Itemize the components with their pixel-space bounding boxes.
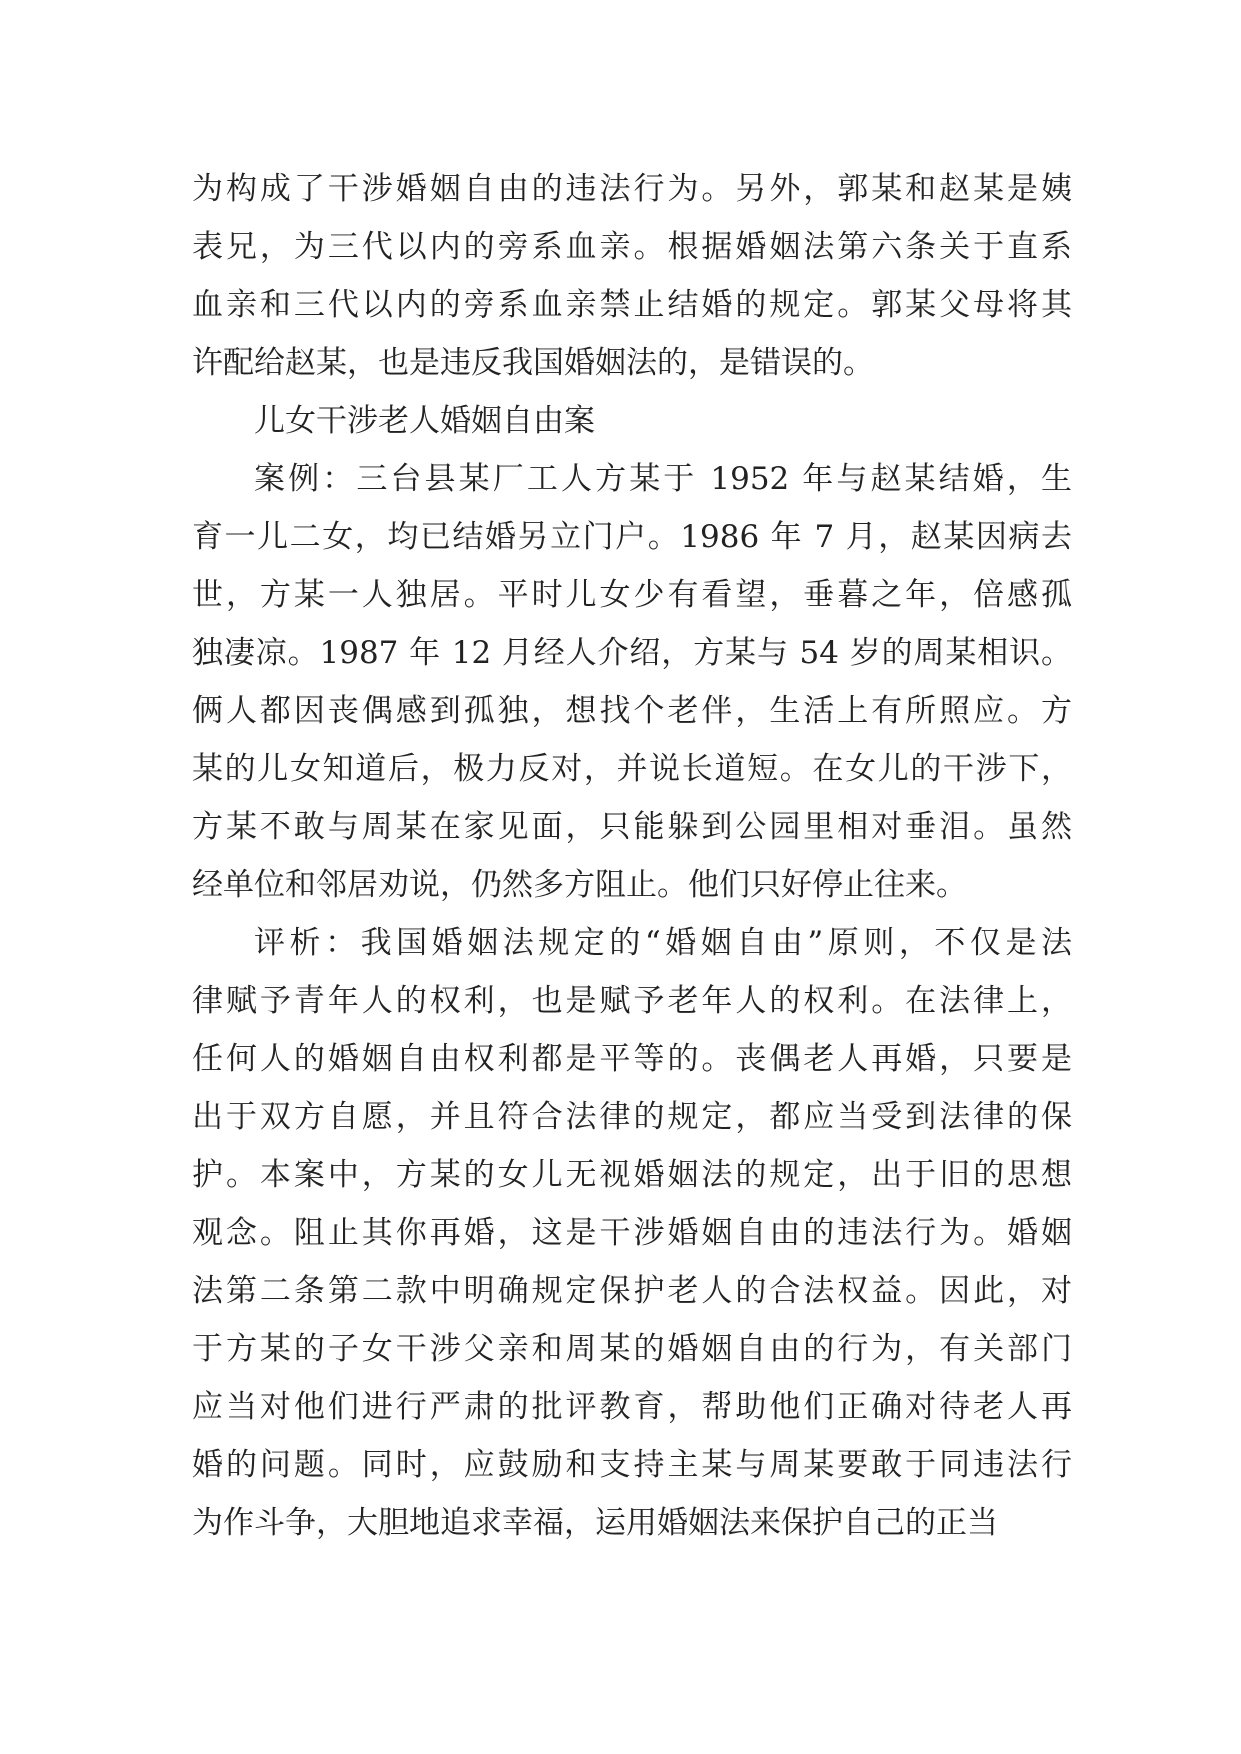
text-line: 独凄凉。1987 年 12 月经人介绍，方某与 54 岁的周某相识。 [192, 635, 1072, 671]
text-line: 任何人的婚姻自由权利都是平等的。丧偶老人再婚，只要是 [192, 1041, 1072, 1077]
text-line: 表兄，为三代以内的旁系血亲。根据婚姻法第六条关于直系 [192, 229, 1072, 265]
text-line: 婚的问题。同时，应鼓励和支持主某与周某要敢于同违法行 [192, 1447, 1072, 1483]
text-line: 经单位和邻居劝说，仍然多方阻止。他们只好停止往来。 [192, 867, 967, 903]
text-line: 俩人都因丧偶感到孤独，想找个老伴，生活上有所照应。方 [192, 693, 1072, 729]
text-line: 某的儿女知道后，极力反对，并说长道短。在女儿的干涉下， [192, 751, 1072, 787]
text-line: 法第二条第二款中明确规定保护老人的合法权益。因此，对 [192, 1273, 1072, 1309]
section-heading: 儿女干涉老人婚姻自由案 [254, 403, 595, 439]
text-line: 出于双方自愿，并且符合法律的规定，都应当受到法律的保 [192, 1099, 1072, 1135]
text-line: 许配给赵某，也是违反我国婚姻法的，是错误的。 [192, 345, 874, 381]
text-line: 观念。阻止其你再婚，这是干涉婚姻自由的违法行为。婚姻 [192, 1215, 1072, 1251]
text-line: 护。本案中，方某的女儿无视婚姻法的规定，出于旧的思想 [192, 1157, 1072, 1193]
text-line: 为作斗争，大胆地追求幸福，运用婚姻法来保护自己的正当 [192, 1505, 998, 1541]
text-line: 方某不敢与周某在家见面，只能躲到公园里相对垂泪。虽然 [192, 809, 1072, 845]
text-line: 为构成了干涉婚姻自由的违法行为。另外，郭某和赵某是姨 [192, 171, 1072, 207]
document-body [192, 160, 1072, 1552]
text-line: 血亲和三代以内的旁系血亲禁止结婚的规定。郭某父母将其 [192, 287, 1072, 323]
text-line: 育一儿二女，均已结婚另立门户。1986 年 7 月，赵某因病去 [192, 519, 1072, 555]
text-line: 世，方某一人独居。平时儿女少有看望，垂暮之年，倍感孤 [192, 577, 1072, 613]
text-line: 于方某的子女干涉父亲和周某的婚姻自由的行为，有关部门 [192, 1331, 1072, 1367]
text-line: 评析：我国婚姻法规定的“婚姻自由”原则，不仅是法 [254, 925, 1072, 961]
text-line: 律赋予青年人的权利，也是赋予老年人的权利。在法律上， [192, 983, 1072, 1019]
text-line: 应当对他们进行严肃的批评教育，帮助他们正确对待老人再 [192, 1389, 1072, 1425]
text-line: 案例：三台县某厂工人方某于 1952 年与赵某结婚，生 [254, 461, 1072, 497]
